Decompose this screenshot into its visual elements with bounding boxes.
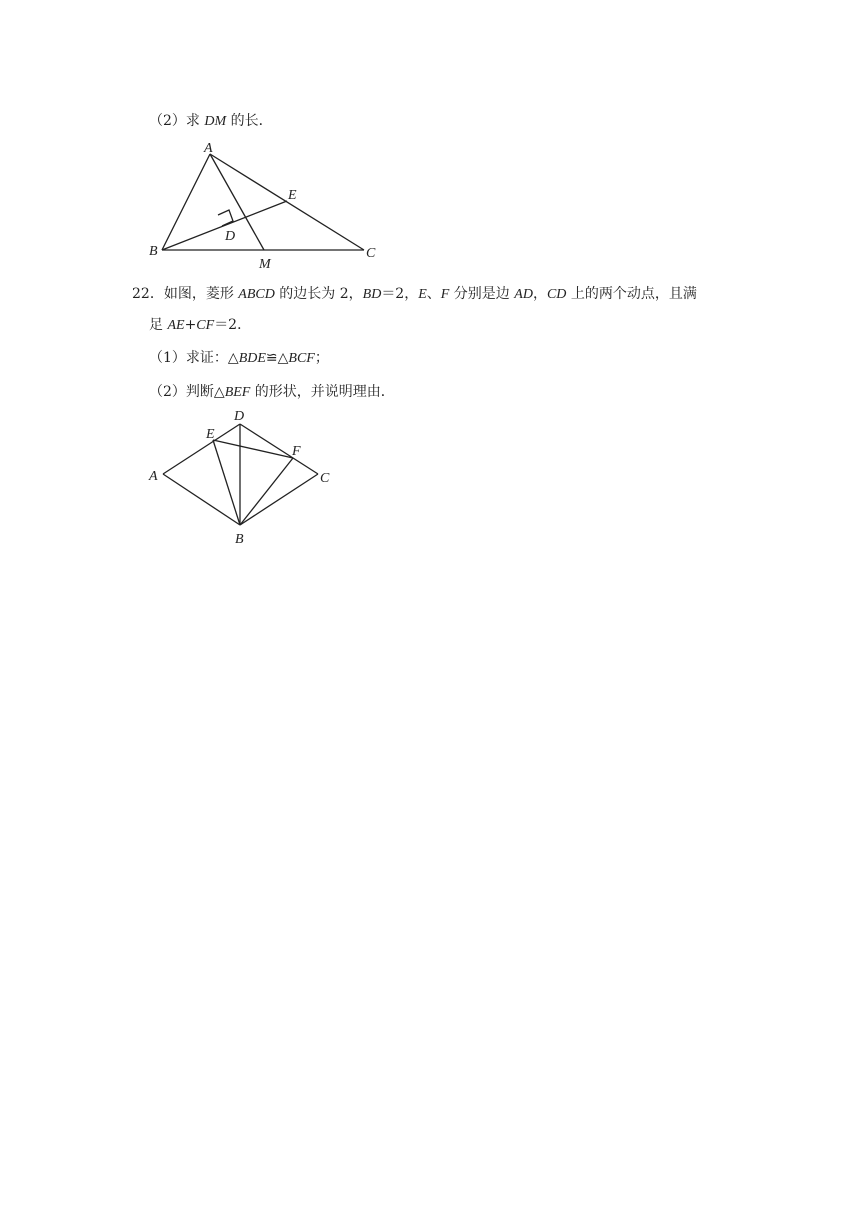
label-D: D (225, 229, 236, 244)
label-E: E (206, 427, 215, 442)
q22-part2-text: （2）判断△BEF 的形状，并说明理由． (149, 384, 395, 400)
label-A: A (204, 141, 213, 156)
label-M: M (259, 257, 271, 272)
label-A: A (149, 469, 158, 484)
segment-cb (240, 474, 318, 525)
label-E: E (288, 188, 297, 203)
q22-stem-line1: 22．如图，菱形 ABCD 的边长为 2，BD＝2，E、F 分别是边 AD，CD 上的两个动点，且满 (132, 286, 697, 302)
label-F: F (292, 444, 301, 459)
label-C: C (320, 471, 330, 486)
segment-be (213, 440, 240, 525)
segment-ba (163, 474, 240, 525)
segment-ad (163, 424, 240, 474)
segment-bf (240, 458, 293, 525)
label-C: C (366, 246, 376, 261)
q21-part2-text: （2）求 DM 的长． (149, 113, 273, 129)
segment-ef (213, 440, 293, 458)
label-B: B (149, 244, 158, 259)
q22-part1-text: （1）求证：△BDE≌△BCF； (149, 350, 329, 366)
label-B: B (235, 532, 244, 547)
label-D: D (234, 409, 245, 424)
q22-stem-line2: 足 AE+CF＝2． (149, 317, 252, 333)
